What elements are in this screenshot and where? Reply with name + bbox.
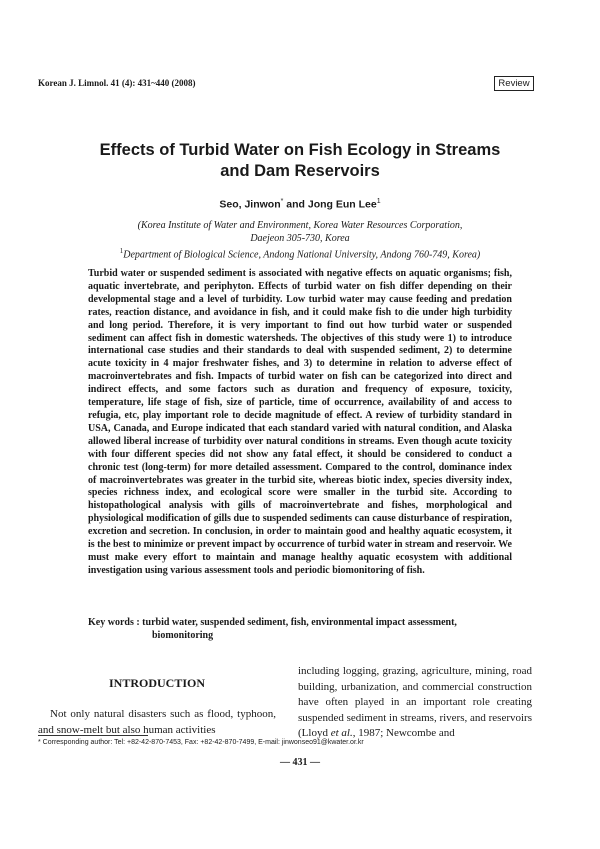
affiliation-3-mark: 1 (119, 247, 124, 255)
affiliation-line-2: Daejeon 305-730, Korea (250, 232, 350, 244)
section-heading-introduction: INTRODUCTION (108, 676, 205, 690)
body-column-left (38, 676, 276, 738)
author-1-mark: * (280, 198, 284, 205)
affiliation-line-3: $^1$Department of Biological Science, Andong National University, Andong 760-749, Korea) (119, 247, 481, 261)
keywords-text: turbid water, suspended sediment, fish, environmental impact assessment, biomonitoring (142, 617, 457, 641)
title-line-2: and Dam Reservoirs (220, 162, 380, 180)
article-type-badge: Review (494, 76, 534, 91)
intro-paragraph-1: Not only natural disasters such as flood, typhoon, and snow-melt but also human activities (38, 708, 276, 736)
footnote-rule (38, 735, 148, 736)
author-connector: and (286, 198, 305, 211)
journal-citation: Korean J. Limnol. 41 (4): 431~440 (2008) (38, 78, 196, 88)
paper-title (60, 140, 540, 182)
body-column-right (298, 664, 532, 742)
citation-et-al: et al. (330, 727, 353, 739)
affiliation-line-1: (Korea Institute of Water and Environment, Korea Water Resources Corporation, (137, 220, 463, 231)
abstract: Turbid water or suspended sediment is associated with negative effects on aquatic organisms; fish, aquatic invertebrate, and periphyton. Effects of turbid water on fish differ depending on their developmental stage and a level of turbidity. Low turbid water may cause feeding and predation rates, reaction distance, and avoidance in fish, and it could make fish to die under high turbidity and long period. Therefore, it is very important to find out how turbid water or suspended sediment can affect fish in domestic watersheds. The objectives of this study were 1) to introduce international case studies and their standards to deal with suspended sediment, 2) to determine acute toxicity in 4 major freshwater fishes, and 3) to determine in relation to adverse effect of macroinvertebrates and fish. Impacts of turbid water on fish can be categorized into direct and indirect effects, and some factors such as duration and frequency of exposure, toxicity, temperature, life stage of fish, size of particle, time of occurrence, availability of and access to refugia, etc, play important role to decide magnitude of effect. A review of turbidity standard in USA, Canada, and Europe indicated that each standard varied with natural condition, and Alaska allowed liberal increase of turbidity over natural conditions in streams. Even though acute toxicity with four different species did not show any fatal effect, it should be considered to conduct a chronic test (long-term) for more detailed assessment. Compared to the control, dominance index of macroinvertebrates was greater in the turbid site, whereas biotic index, species diversity index, species richness index, and ecological score were smaller in the turbid site. According to histopathological analysis with gills of macroinvertebrate and fishes, morphological and physiological modification of gills due to suspended sediments can cause disturbance of respiration, excretion and secretion. In conclusion, in order to maintain good and healthy aquatic ecosystem, it is the best to minimize or prevent impact by occurrence of turbid water in stream and reservoir. We must make every effort to maintain and manage healthy aquatic ecosystem with additional investigation using various assessment tools and periodic biomonitoring of fish. (88, 268, 512, 576)
author-2: Jong Eun Lee (307, 198, 377, 211)
author-list (60, 198, 540, 211)
affiliations (60, 220, 540, 262)
page-number: — 431 — (280, 757, 320, 768)
author-2-mark: 1 (376, 198, 381, 205)
keywords (88, 616, 512, 642)
corresponding-author-footnote: * Corresponding author: Tel: +82-42-870-7453, Fax: +82-42-870-7499, E-mail: jinwonseo91@kwater.or.kr (38, 739, 364, 746)
title-line-1: Effects of Turbid Water on Fish Ecology in Streams (99, 141, 501, 159)
keywords-label: Key words : (88, 617, 140, 628)
author-1: Seo, Jinwon (219, 198, 281, 211)
intro-paragraph-1-continued: including logging, grazing, agriculture, mining, road building, urbanization, and commercial construction have often played in an important role creating suspended sediment in streams, rivers, and reservoirs (Lloyd et al., 1987; Newcombe and (298, 665, 532, 739)
